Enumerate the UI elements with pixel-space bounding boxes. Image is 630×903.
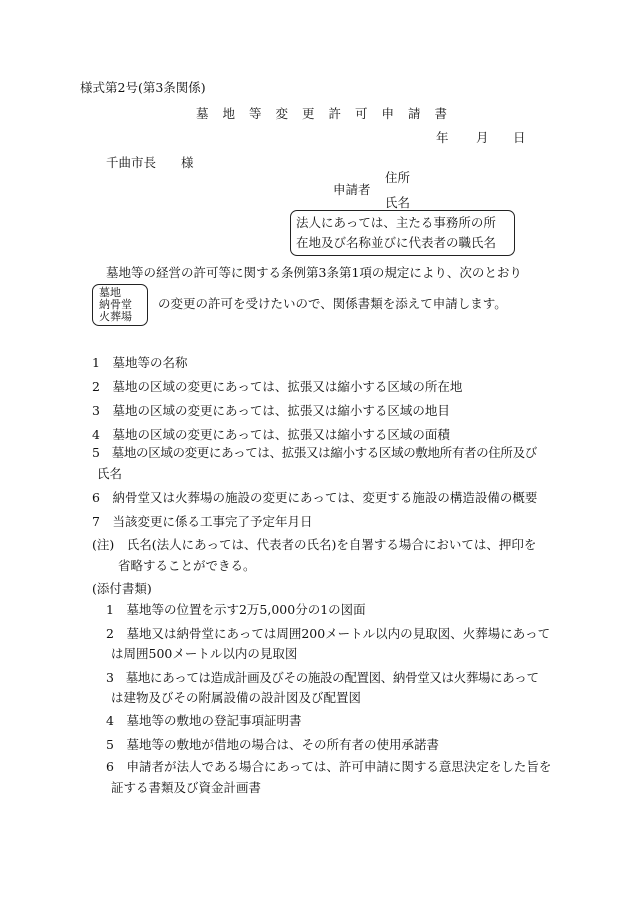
applicant-label: 申請者 [333, 182, 371, 197]
attachment-item: 5 墓地等の敷地が借地の場合は、その所有者の使用承諾書 [106, 737, 439, 752]
attachment-continuation: 証する書類及び資金計画書 [111, 780, 262, 795]
option-crematorium: 火葬場 [99, 310, 132, 323]
name-label: 氏名 [385, 195, 411, 210]
date-year: 年 [436, 130, 449, 145]
form-number: 様式第2号(第3条関係) [80, 80, 206, 95]
address-label: 住所 [385, 170, 411, 185]
list-item-continuation: 氏名 [97, 466, 123, 481]
corporation-note-line2: 在地及び名称並びに代表者の職氏名 [296, 235, 497, 250]
addressee: 千曲市長 様 [106, 155, 194, 170]
corporation-note-line1: 法人にあっては、主たる事務所の所 [296, 215, 496, 230]
attachment-item: 1 墓地等の位置を示す2万5,000分の1の図面 [106, 602, 366, 617]
attachment-continuation: は周囲500メートル以内の見取図 [111, 646, 298, 661]
list-item: 5 墓地の区域の変更にあっては、拡張又は縮小する区域の敷地所有者の住所及び [92, 445, 537, 460]
list-item: 3 墓地の区域の変更にあっては、拡張又は縮小する区域の地目 [92, 403, 450, 418]
option-ossuary: 納骨堂 [99, 298, 132, 311]
list-item: 6 納骨堂又は火葬場の施設の変更にあっては、変更する施設の構造設備の概要 [92, 490, 538, 505]
list-item: 1 墓地等の名称 [92, 355, 188, 370]
attachment-item: 2 墓地又は納骨堂にあっては周囲200メートル以内の見取図、火葬場にあって [106, 626, 551, 641]
note-line2: 省略することができる。 [118, 558, 256, 573]
list-item: 4 墓地の区域の変更にあっては、拡張又は縮小する区域の面積 [92, 427, 450, 442]
date-month: 月 [476, 130, 489, 145]
attachment-continuation: は建物及びその附属設備の設計図及び配置図 [111, 690, 362, 705]
list-item: 2 墓地の区域の変更にあっては、拡張又は縮小する区域の所在地 [92, 379, 463, 394]
date-day: 日 [513, 130, 526, 145]
option-cemetery: 墓地 [99, 286, 121, 299]
attachment-item: 6 申請者が法人である場合にあっては、許可申請に関する意思決定をした旨を [106, 759, 552, 774]
attachment-item: 3 墓地にあっては造成計画及びその施設の配置図、納骨堂又は火葬場にあって [106, 670, 539, 685]
list-item: 7 当該変更に係る工事完了予定年月日 [92, 514, 313, 529]
attachment-item: 4 墓地等の敷地の登記事項証明書 [106, 713, 302, 728]
body-line2: の変更の許可を受けたいので、関係書類を添えて申請します。 [158, 296, 507, 311]
attachments-heading: (添付書類) [92, 581, 152, 596]
note-line1: (注) 氏名(法人にあっては、代表者の氏名)を自署する場合においては、押印を [92, 537, 537, 552]
body-line1: 墓地等の経営の許可等に関する条例第3条第1項の規定により、次のとおり [106, 265, 522, 280]
page-title: 墓地等変更許可申請書 [196, 106, 462, 121]
